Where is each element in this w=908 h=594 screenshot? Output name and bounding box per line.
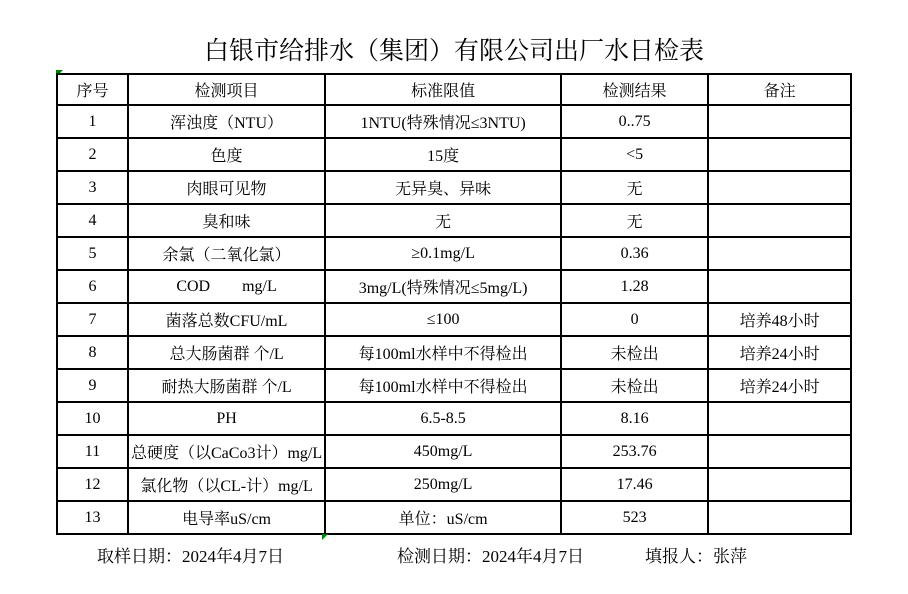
cell-remark: 培养48小时 <box>708 303 851 336</box>
cell-standard-limit: ≤100 <box>325 303 561 336</box>
cell-serial-number: 12 <box>57 468 128 501</box>
cell-serial-number: 4 <box>57 204 128 237</box>
cell-serial-number: 7 <box>57 303 128 336</box>
cell-standard-limit: 每100ml水样中不得检出 <box>325 369 561 402</box>
page-title: 白银市给排水（集团）有限公司出厂水日检表 <box>203 38 704 65</box>
cell-test-result: 0 <box>561 303 708 336</box>
cell-serial-number: 3 <box>57 171 128 204</box>
table-row <box>57 501 851 534</box>
sampling-date-label: 取样日期：2024年4月7日 <box>97 547 284 566</box>
table-row <box>57 138 851 171</box>
cell-test-result: 8.16 <box>561 402 708 435</box>
cell-test-result: 17.46 <box>561 468 708 501</box>
cell-serial-number: 2 <box>57 138 128 171</box>
cell-test-item: 菌落总数CFU/mL <box>128 303 325 336</box>
table-row <box>57 402 851 435</box>
test-date-label: 检测日期：2024年4月7日 <box>397 547 584 566</box>
cell-standard-limit: 15度 <box>325 138 561 171</box>
cell-test-result: 未检出 <box>561 369 708 402</box>
cell-remark <box>708 402 851 435</box>
table-row <box>57 303 851 336</box>
cell-standard-limit: 单位：uS/cm <box>325 501 561 534</box>
cell-test-item: 电导率uS/cm <box>128 501 325 534</box>
cell-serial-number: 8 <box>57 336 128 369</box>
cell-test-result: 0.36 <box>561 237 708 270</box>
cell-test-result: 523 <box>561 501 708 534</box>
cell-test-item: 余氯（二氧化氯） <box>128 237 325 270</box>
table-row <box>57 204 851 237</box>
green-corner-marker-icon <box>322 534 328 540</box>
cell-remark <box>708 468 851 501</box>
cell-serial-number: 11 <box>57 435 128 468</box>
cell-test-result: 0..75 <box>561 105 708 138</box>
header-row <box>57 74 851 105</box>
cell-serial-number: 6 <box>57 270 128 303</box>
header-test-item: 检测项目 <box>128 74 325 105</box>
cell-remark <box>708 138 851 171</box>
cell-test-result: <5 <box>561 138 708 171</box>
cell-test-result: 253.76 <box>561 435 708 468</box>
cell-test-result: 无 <box>561 204 708 237</box>
cell-test-item: 氯化物（以CL-计）mg/L <box>128 468 325 501</box>
cell-serial-number: 13 <box>57 501 128 534</box>
inspection-table <box>56 73 852 535</box>
cell-remark <box>708 105 851 138</box>
cell-serial-number: 9 <box>57 369 128 402</box>
cell-standard-limit: 1NTU(特殊情况≤3NTU) <box>325 105 561 138</box>
cell-remark <box>708 171 851 204</box>
header-remark: 备注 <box>708 74 851 105</box>
cell-remark: 培养24小时 <box>708 369 851 402</box>
header-test-result: 检测结果 <box>561 74 708 105</box>
table-row <box>57 105 851 138</box>
cell-test-result: 1.28 <box>561 270 708 303</box>
table-row <box>57 270 851 303</box>
cell-test-item: 肉眼可见物 <box>128 171 325 204</box>
cell-standard-limit: 450mg/L <box>325 435 561 468</box>
cell-standard-limit: ≥0.1mg/L <box>325 237 561 270</box>
cell-standard-limit: 每100ml水样中不得检出 <box>325 336 561 369</box>
table-row <box>57 369 851 402</box>
cell-remark <box>708 270 851 303</box>
cell-remark <box>708 237 851 270</box>
cell-serial-number: 1 <box>57 105 128 138</box>
cell-serial-number: 5 <box>57 237 128 270</box>
cell-test-item: COD mg/L <box>128 270 325 303</box>
cell-test-item: 总硬度（以CaCo3计）mg/L <box>128 435 325 468</box>
cell-test-item: 浑浊度（NTU） <box>128 105 325 138</box>
cell-remark <box>708 501 851 534</box>
cell-test-result: 未检出 <box>561 336 708 369</box>
cell-remark: 培养24小时 <box>708 336 851 369</box>
table-row <box>57 237 851 270</box>
table-row <box>57 336 851 369</box>
reporter-label: 填报人：张萍 <box>645 547 747 566</box>
cell-standard-limit: 250mg/L <box>325 468 561 501</box>
cell-test-item: 色度 <box>128 138 325 171</box>
cell-standard-limit: 3mg/L(特殊情况≤5mg/L) <box>325 270 561 303</box>
cell-standard-limit: 无 <box>325 204 561 237</box>
cell-test-item: 臭和味 <box>128 204 325 237</box>
cell-remark <box>708 435 851 468</box>
header-standard-limit: 标准限值 <box>325 74 561 105</box>
header-serial-number: 序号 <box>57 74 128 105</box>
table-row <box>57 468 851 501</box>
cell-test-result: 无 <box>561 171 708 204</box>
cell-standard-limit: 无异臭、异味 <box>325 171 561 204</box>
table-row <box>57 171 851 204</box>
cell-serial-number: 10 <box>57 402 128 435</box>
cell-test-item: 耐热大肠菌群 个/L <box>128 369 325 402</box>
cell-test-item: PH <box>128 402 325 435</box>
cell-remark <box>708 204 851 237</box>
cell-standard-limit: 6.5-8.5 <box>325 402 561 435</box>
cell-test-item: 总大肠菌群 个/L <box>128 336 325 369</box>
table-row <box>57 435 851 468</box>
